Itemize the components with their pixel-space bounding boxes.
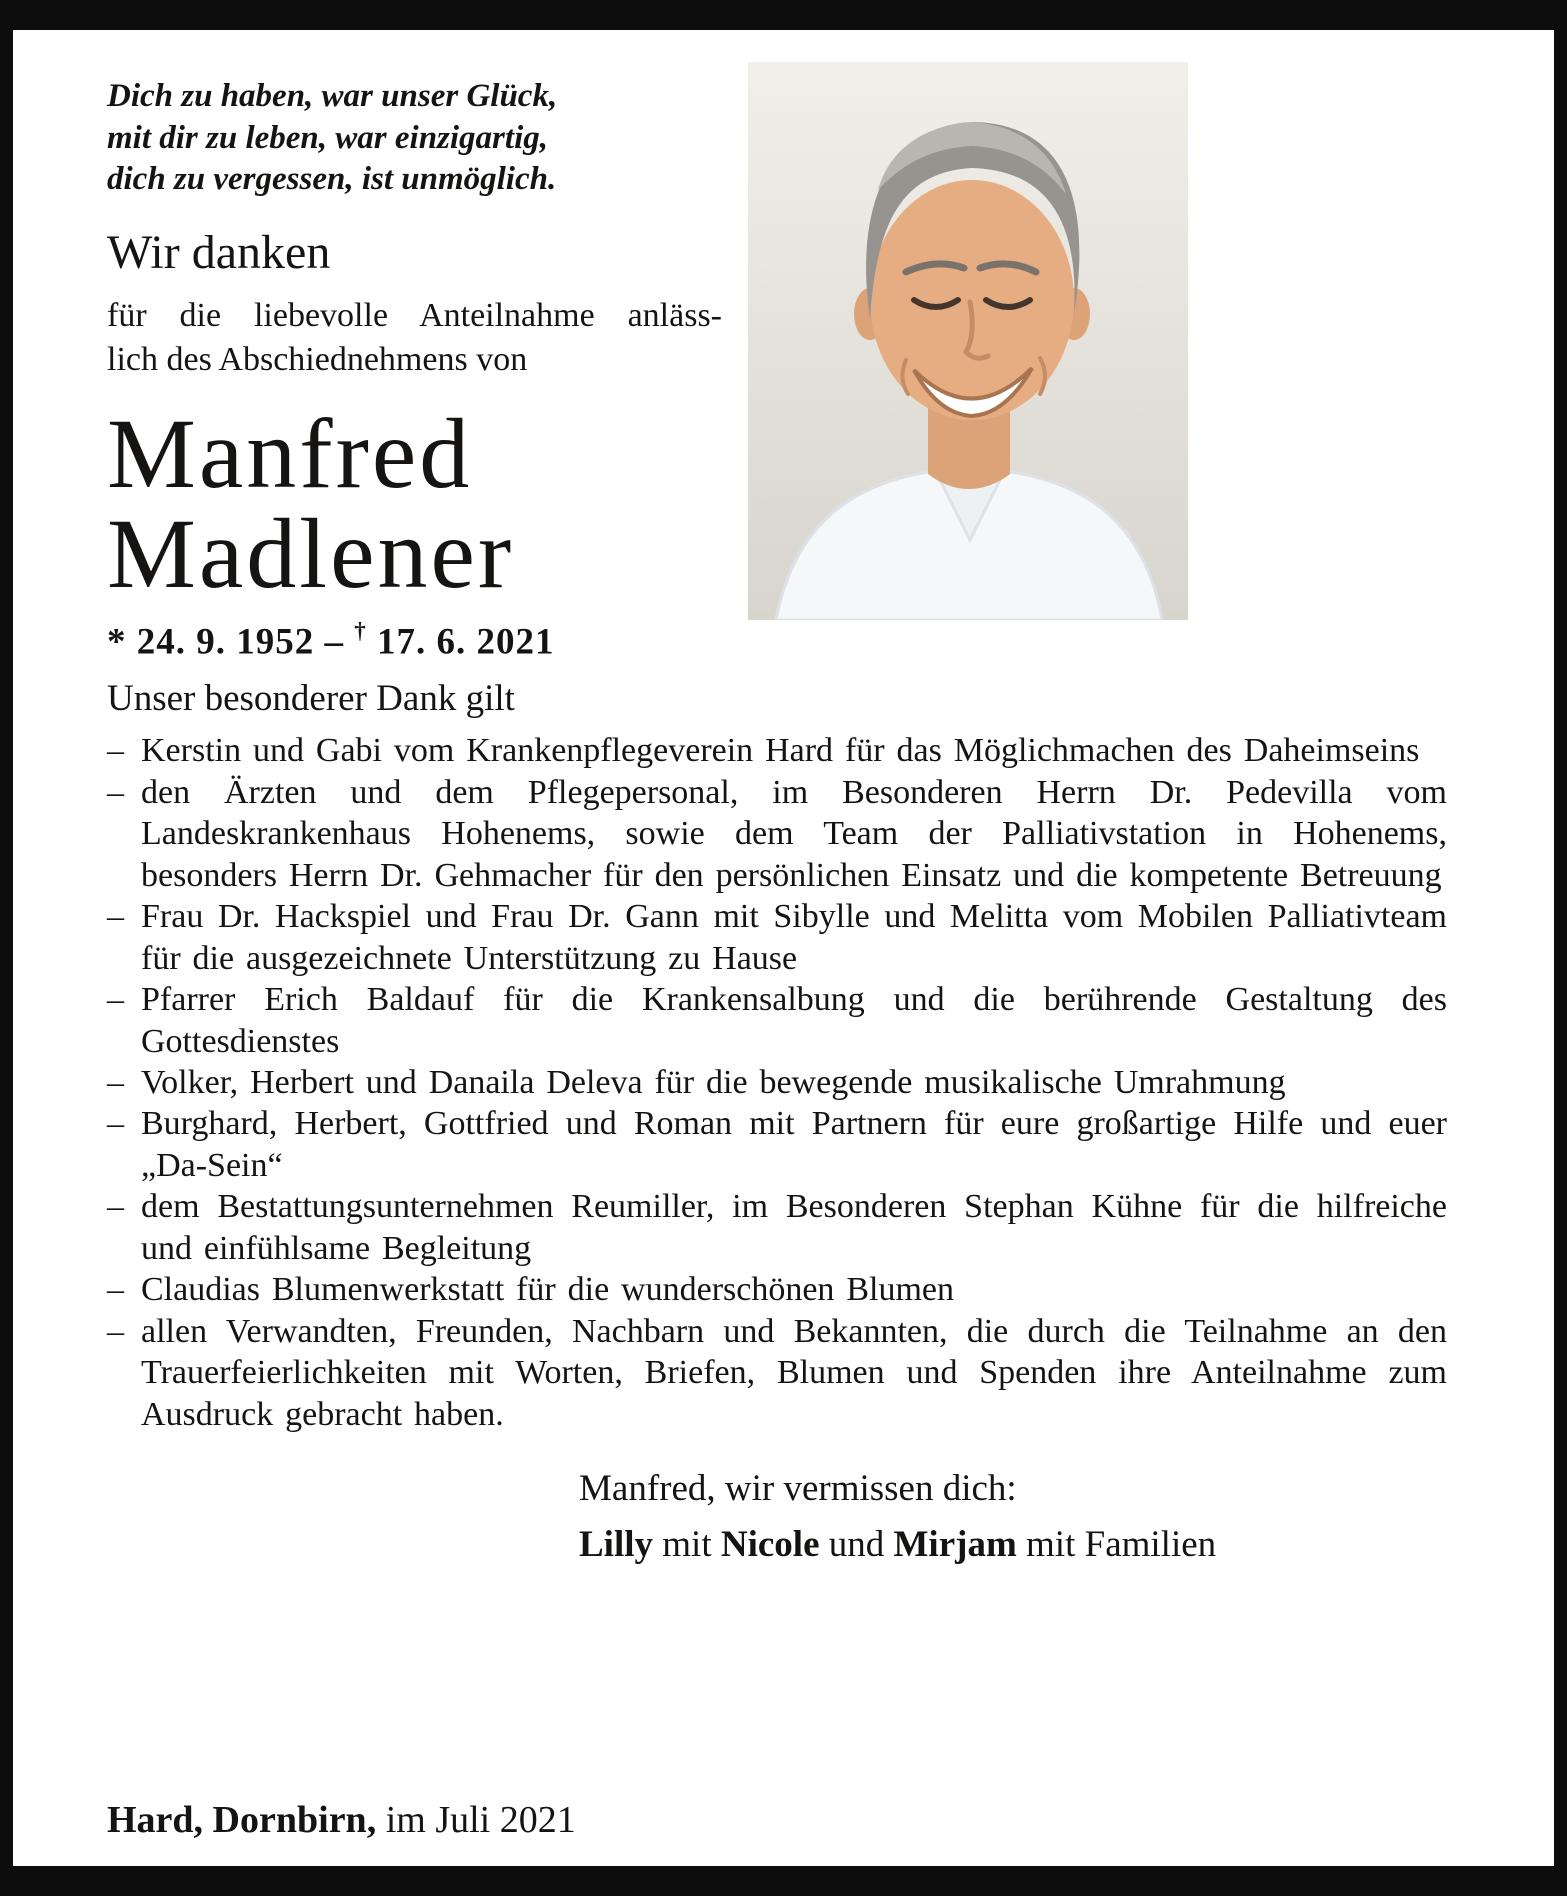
life-dates	[107, 617, 1458, 663]
list-item	[107, 1311, 1447, 1435]
family-text: mit Familien	[1016, 1523, 1217, 1565]
deceased-last-name: Madlener	[107, 497, 515, 609]
list-item	[107, 1062, 1447, 1103]
place-date-line	[107, 1798, 576, 1842]
quote-line-3: dich zu vergessen, ist unmöglich.	[107, 161, 557, 198]
quote-line-2: mit dir zu leben, war einzigartig,	[107, 119, 548, 156]
missing-line: Manfred, wir vermissen dich:	[579, 1468, 1017, 1510]
list-item-text: Pfarrer Erich Baldauf für die Krankensalbung und die berührende Gestaltung des Gottesdienstes	[141, 981, 1447, 1060]
list-item-text: dem Bestattungsunternehmen Reumiller, im Besonderen Stephan Kühne für die hilfreiche und einfühlsame Begleitung	[141, 1188, 1447, 1267]
thanks-heading: Wir danken	[107, 225, 331, 279]
list-item	[107, 1186, 1447, 1269]
death-date: 17. 6. 2021	[366, 621, 555, 663]
list-item-text: Burghard, Herbert, Gottfried und Roman mit Partnern für eure großartige Hilfe und euer „Da-Sein“	[141, 1105, 1447, 1184]
dash-bullet: –	[107, 1312, 124, 1350]
list-item-text: Claudias Blumenwerkstatt für die wunderschönen Blumen	[141, 1271, 954, 1309]
portrait-photo-image	[748, 62, 1188, 620]
memorial-quote	[107, 76, 727, 201]
list-item-text: Kerstin und Gabi vom Krankenpflegeverein Hard für das Möglichmachen des Daheimseins	[141, 732, 1420, 770]
family-name: Mirjam	[893, 1523, 1017, 1565]
list-item	[107, 896, 1447, 979]
thanks-intro-line-2: lich des Abschiednehmens von	[107, 340, 528, 378]
family-line	[579, 1517, 1459, 1573]
date-text: im Juli 2021	[376, 1799, 576, 1841]
dash-bullet: –	[107, 732, 124, 770]
family-text: mit	[653, 1523, 721, 1565]
family-name: Nicole	[720, 1523, 820, 1565]
birth-date: * 24. 9. 1952 –	[107, 621, 355, 663]
closing-block	[579, 1461, 1459, 1572]
list-item-text: den Ärzten und dem Pflegepersonal, im Besonderen Herrn Dr. Pedevilla vom Landeskrankenhaus Hohenems, sowie dem Team der Palliativstation in Hohenems, besonders Herrn Dr. Gehmacher für den persönlichen Einsatz und die kompetente Betreuung	[141, 773, 1447, 894]
dash-bullet: –	[107, 1105, 124, 1143]
list-item	[107, 979, 1447, 1062]
list-item-text: Frau Dr. Hackspiel und Frau Dr. Gann mit Sibylle und Melitta vom Mobilen Palliativteam für die ausgezeichnete Unterstützung zu Hause	[141, 898, 1447, 977]
thanks-intro-line-1: für die liebevolle Anteilnahme anläss-	[107, 296, 722, 334]
thanks-intro	[107, 294, 722, 382]
dash-bullet: –	[107, 1271, 124, 1309]
family-text: und	[819, 1523, 894, 1565]
acknowledgements-list	[107, 730, 1447, 1435]
list-item	[107, 1269, 1447, 1310]
dash-bullet: –	[107, 1188, 124, 1226]
portrait-photo	[748, 62, 1188, 620]
dash-bullet: –	[107, 773, 124, 811]
list-item-text: allen Verwandten, Freunden, Nachbarn und Bekannten, die durch die Teilnahme an den Trauerfeierlichkeiten mit Worten, Briefen, Blumen und Spenden ihre Anteilnahme zum Ausdruck gebracht haben.	[141, 1312, 1447, 1433]
family-name: Lilly	[579, 1523, 654, 1565]
dash-bullet: –	[107, 898, 124, 936]
place-text: Hard, Dornbirn,	[107, 1799, 377, 1841]
list-item-text: Volker, Herbert und Danaila Deleva für die bewegende musikalische Umrahmung	[141, 1063, 1286, 1101]
dash-bullet: –	[107, 1063, 124, 1101]
notice-sheet	[13, 30, 1554, 1866]
death-cross-symbol: †	[354, 617, 367, 643]
list-item	[107, 1103, 1447, 1186]
list-item	[107, 730, 1447, 771]
deceased-first-name: Manfred	[107, 397, 473, 509]
quote-line-1: Dich zu haben, war unser Glück,	[107, 78, 558, 114]
dash-bullet: –	[107, 981, 124, 1019]
list-item	[107, 772, 1447, 896]
acknowledgements-heading: Unser besonderer Dank gilt	[107, 678, 515, 720]
